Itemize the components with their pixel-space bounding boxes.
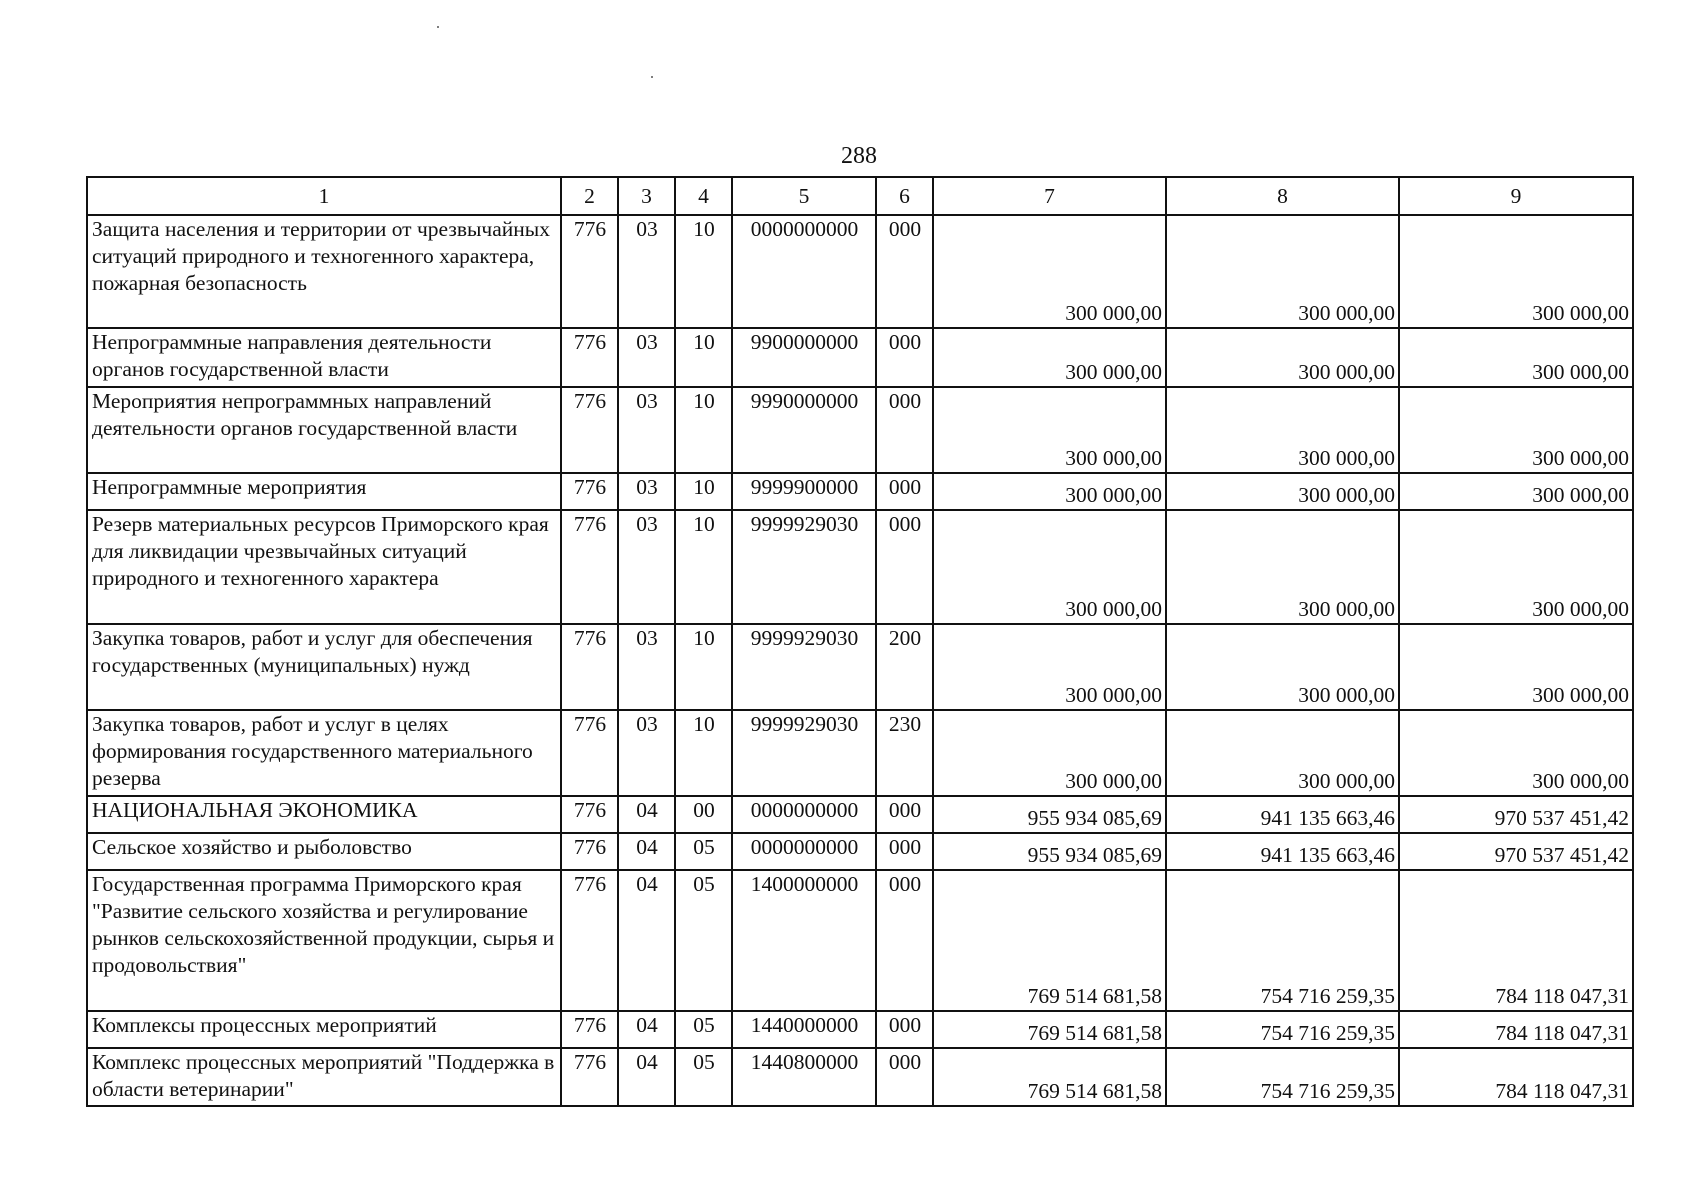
amount-cell: 300 000,00 <box>1399 710 1633 796</box>
code-cell: 9900000000 <box>732 328 876 387</box>
table-row <box>87 833 1633 870</box>
code-cell: 00 <box>675 796 732 833</box>
column-header: 5 <box>732 177 876 215</box>
amount-cell: 300 000,00 <box>933 215 1166 328</box>
row-title: Комплекс процессных мероприятий "Поддержка в области ветеринарии" <box>87 1048 561 1106</box>
code-cell: 1440000000 <box>732 1011 876 1048</box>
amount-cell: 300 000,00 <box>933 387 1166 473</box>
amount-cell: 754 716 259,35 <box>1166 1048 1399 1106</box>
table-row <box>87 710 1633 796</box>
code-cell: 04 <box>618 1011 675 1048</box>
code-cell: 10 <box>675 710 732 796</box>
code-cell: 200 <box>876 624 933 710</box>
code-cell: 03 <box>618 510 675 624</box>
column-header: 6 <box>876 177 933 215</box>
amount-cell: 300 000,00 <box>1399 624 1633 710</box>
table-row <box>87 1011 1633 1048</box>
code-cell: 03 <box>618 387 675 473</box>
code-cell: 03 <box>618 710 675 796</box>
code-cell: 0000000000 <box>732 796 876 833</box>
amount-cell: 970 537 451,42 <box>1399 833 1633 870</box>
code-cell: 9990000000 <box>732 387 876 473</box>
table-row <box>87 796 1633 833</box>
code-cell: 776 <box>561 1048 618 1106</box>
row-title: Непрограммные мероприятия <box>87 473 561 510</box>
amount-cell: 300 000,00 <box>1166 473 1399 510</box>
column-header: 8 <box>1166 177 1399 215</box>
amount-cell: 941 135 663,46 <box>1166 796 1399 833</box>
code-cell: 000 <box>876 833 933 870</box>
code-cell: 04 <box>618 1048 675 1106</box>
code-cell: 000 <box>876 1048 933 1106</box>
table-row <box>87 624 1633 710</box>
column-header: 7 <box>933 177 1166 215</box>
amount-cell: 300 000,00 <box>1399 473 1633 510</box>
code-cell: 1400000000 <box>732 870 876 1011</box>
code-cell: 9999900000 <box>732 473 876 510</box>
code-cell: 776 <box>561 473 618 510</box>
code-cell: 10 <box>675 473 732 510</box>
amount-cell: 754 716 259,35 <box>1166 1011 1399 1048</box>
code-cell: 03 <box>618 624 675 710</box>
code-cell: 776 <box>561 624 618 710</box>
code-cell: 9999929030 <box>732 710 876 796</box>
code-cell: 000 <box>876 328 933 387</box>
code-cell: 776 <box>561 796 618 833</box>
row-title: Резерв материальных ресурсов Приморского края для ликвидации чрезвычайных ситуаций природного и техногенного характера <box>87 510 561 624</box>
code-cell: 000 <box>876 510 933 624</box>
amount-cell: 300 000,00 <box>1399 328 1633 387</box>
code-cell: 776 <box>561 710 618 796</box>
row-title: Мероприятия непрограммных направлений деятельности органов государственной власти <box>87 387 561 473</box>
amount-cell: 300 000,00 <box>933 473 1166 510</box>
amount-cell: 955 934 085,69 <box>933 833 1166 870</box>
code-cell: 000 <box>876 1011 933 1048</box>
code-cell: 776 <box>561 387 618 473</box>
code-cell: 10 <box>675 328 732 387</box>
table-row <box>87 870 1633 1011</box>
code-cell: 10 <box>675 510 732 624</box>
amount-cell: 300 000,00 <box>1166 387 1399 473</box>
row-title: Государственная программа Приморского края "Развитие сельского хозяйства и регулирование рынков сельскохозяйственной продукции, сырья и продовольствия" <box>87 870 561 1011</box>
code-cell: 05 <box>675 870 732 1011</box>
row-title: Закупка товаров, работ и услуг для обеспечения государственных (муниципальных) нужд <box>87 624 561 710</box>
scan-speck <box>651 76 653 78</box>
page-number: 288 <box>841 143 877 169</box>
amount-cell: 300 000,00 <box>1166 624 1399 710</box>
amount-cell: 955 934 085,69 <box>933 796 1166 833</box>
amount-cell: 300 000,00 <box>933 710 1166 796</box>
amount-cell: 784 118 047,31 <box>1399 870 1633 1011</box>
code-cell: 776 <box>561 833 618 870</box>
amount-cell: 769 514 681,58 <box>933 1011 1166 1048</box>
amount-cell: 300 000,00 <box>1166 215 1399 328</box>
code-cell: 9999929030 <box>732 510 876 624</box>
column-header: 2 <box>561 177 618 215</box>
code-cell: 0000000000 <box>732 215 876 328</box>
code-cell: 9999929030 <box>732 624 876 710</box>
amount-cell: 300 000,00 <box>1399 387 1633 473</box>
code-cell: 05 <box>675 1011 732 1048</box>
code-cell: 05 <box>675 833 732 870</box>
code-cell: 000 <box>876 796 933 833</box>
amount-cell: 300 000,00 <box>933 328 1166 387</box>
amount-cell: 300 000,00 <box>1399 215 1633 328</box>
code-cell: 1440800000 <box>732 1048 876 1106</box>
amount-cell: 941 135 663,46 <box>1166 833 1399 870</box>
row-title: Закупка товаров, работ и услуг в целях формирования государственного материального резерва <box>87 710 561 796</box>
code-cell: 10 <box>675 215 732 328</box>
code-cell: 03 <box>618 215 675 328</box>
row-title: Защита населения и территории от чрезвычайных ситуаций природного и техногенного характера, пожарная безопасность <box>87 215 561 328</box>
code-cell: 0000000000 <box>732 833 876 870</box>
amount-cell: 784 118 047,31 <box>1399 1011 1633 1048</box>
amount-cell: 970 537 451,42 <box>1399 796 1633 833</box>
table-header-row <box>87 177 1633 215</box>
amount-cell: 300 000,00 <box>1166 328 1399 387</box>
code-cell: 230 <box>876 710 933 796</box>
column-header: 4 <box>675 177 732 215</box>
amount-cell: 300 000,00 <box>1399 510 1633 624</box>
column-header: 9 <box>1399 177 1633 215</box>
column-header: 3 <box>618 177 675 215</box>
table-row <box>87 1048 1633 1106</box>
code-cell: 776 <box>561 870 618 1011</box>
code-cell: 776 <box>561 510 618 624</box>
amount-cell: 769 514 681,58 <box>933 870 1166 1011</box>
table-row <box>87 510 1633 624</box>
row-title: Непрограммные направления деятельности органов государственной власти <box>87 328 561 387</box>
amount-cell: 300 000,00 <box>933 624 1166 710</box>
amount-cell: 300 000,00 <box>1166 510 1399 624</box>
code-cell: 04 <box>618 796 675 833</box>
code-cell: 000 <box>876 870 933 1011</box>
row-title: Комплексы процессных мероприятий <box>87 1011 561 1048</box>
amount-cell: 769 514 681,58 <box>933 1048 1166 1106</box>
code-cell: 03 <box>618 328 675 387</box>
code-cell: 776 <box>561 215 618 328</box>
row-title: НАЦИОНАЛЬНАЯ ЭКОНОМИКА <box>87 796 561 833</box>
table-row <box>87 328 1633 387</box>
row-title: Сельское хозяйство и рыболовство <box>87 833 561 870</box>
budget-table <box>86 176 1634 1107</box>
code-cell: 10 <box>675 624 732 710</box>
table-row <box>87 387 1633 473</box>
amount-cell: 754 716 259,35 <box>1166 870 1399 1011</box>
code-cell: 000 <box>876 473 933 510</box>
table-row <box>87 473 1633 510</box>
code-cell: 04 <box>618 833 675 870</box>
code-cell: 04 <box>618 870 675 1011</box>
amount-cell: 784 118 047,31 <box>1399 1048 1633 1106</box>
scan-speck <box>437 26 439 28</box>
table-row <box>87 215 1633 328</box>
code-cell: 05 <box>675 1048 732 1106</box>
code-cell: 000 <box>876 215 933 328</box>
amount-cell: 300 000,00 <box>1166 710 1399 796</box>
column-header: 1 <box>87 177 561 215</box>
code-cell: 000 <box>876 387 933 473</box>
code-cell: 776 <box>561 328 618 387</box>
code-cell: 10 <box>675 387 732 473</box>
code-cell: 776 <box>561 1011 618 1048</box>
amount-cell: 300 000,00 <box>933 510 1166 624</box>
code-cell: 03 <box>618 473 675 510</box>
